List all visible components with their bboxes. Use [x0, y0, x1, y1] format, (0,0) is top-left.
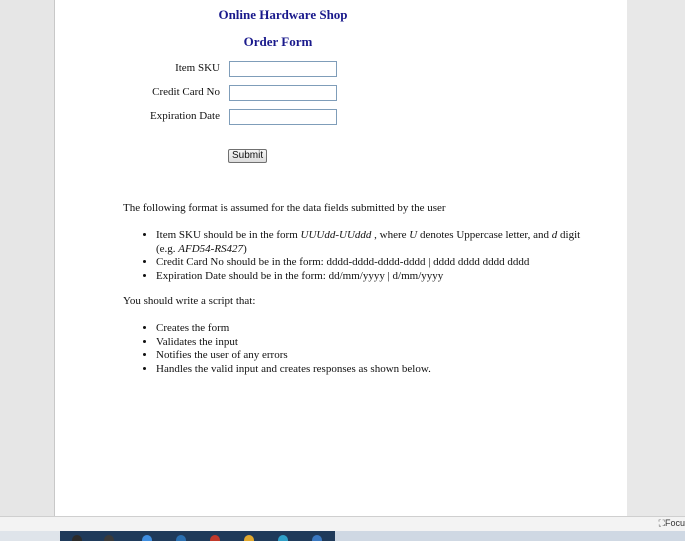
sku-pattern: UUUdd-UUddd	[300, 229, 372, 241]
script-item: • Validates the input	[156, 336, 596, 350]
sku-rule-suffix: )	[243, 242, 247, 255]
sku-input[interactable]	[229, 61, 337, 77]
submit-button[interactable]: Submit	[228, 149, 267, 163]
expiry-label: Expiration Date	[150, 110, 220, 122]
task-view-icon[interactable]	[104, 535, 114, 541]
sku-rule-mid3: digit (e.g.	[156, 229, 581, 255]
sku-d: d	[551, 229, 558, 241]
focus-icon: ⛶	[658, 518, 665, 528]
sku-rule-mid2: denotes Uppercase letter, and	[417, 229, 552, 241]
status-bar	[0, 516, 685, 532]
script-item: • Handles the valid input and creates responses as shown below.	[156, 363, 596, 377]
chrome-icon[interactable]	[142, 535, 152, 541]
expiry-rule: • Expiration Date should be in the form: dd/mm/yyyy | d/mm/yyyy	[156, 270, 596, 284]
sku-row	[55, 61, 455, 79]
script-item: • Creates the form	[156, 322, 596, 336]
app-icon[interactable]	[312, 535, 322, 541]
form-title: Order Form	[243, 34, 313, 49]
sku-u: U	[409, 229, 418, 241]
taskbar-open-window[interactable]	[335, 531, 685, 541]
card-row	[55, 85, 455, 103]
card-rule: • Credit Card No should be in the form: dddd-dddd-dddd-dddd | dddd dddd dddd dddd	[156, 256, 596, 270]
format-intro: The following format is assumed for the data fields submitted by the user	[123, 202, 446, 214]
home-icon[interactable]	[176, 535, 186, 541]
card-label: Credit Card No	[152, 86, 220, 98]
office-icon[interactable]	[210, 535, 220, 541]
card-input[interactable]	[229, 85, 337, 101]
sku-label: Item SKU	[175, 62, 220, 74]
sku-rule-prefix: Item SKU should be in the form	[156, 229, 301, 241]
page-content	[54, 0, 628, 516]
right-background	[627, 0, 685, 516]
sku-rule-mid1: , where	[371, 229, 410, 241]
expiry-input[interactable]	[229, 109, 337, 125]
script-items-list	[123, 322, 596, 376]
script-item: • Notifies the user of any errors	[156, 349, 596, 363]
format-rules-list	[123, 229, 596, 283]
expiry-row	[55, 109, 455, 127]
sku-example: AFD54-RS427	[178, 242, 244, 255]
script-intro: You should write a script that:	[123, 295, 256, 307]
focus-mode-button[interactable]	[659, 518, 685, 529]
folder-icon[interactable]	[244, 535, 254, 541]
taskbar	[0, 531, 685, 541]
focus-label: Focu	[664, 518, 685, 528]
taskbar-pinned-area	[60, 531, 335, 541]
edge-icon[interactable]	[278, 535, 288, 541]
shop-title: Online Hardware Shop	[218, 7, 348, 22]
search-icon[interactable]	[72, 535, 82, 541]
sku-rule	[156, 229, 596, 256]
